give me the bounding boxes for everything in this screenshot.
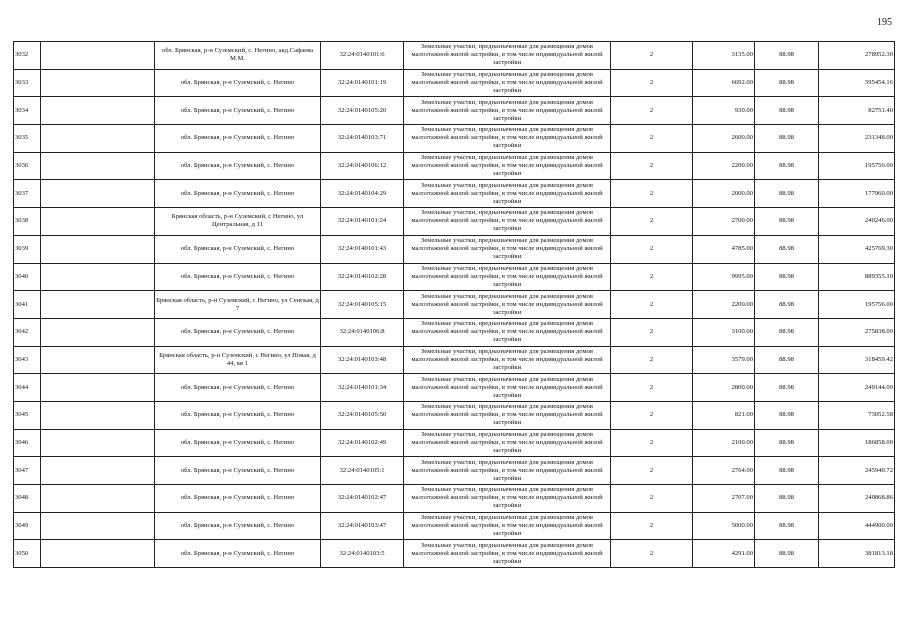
address-cell: обл. Брянская, р-н Суземский, с. Негино [155,512,321,540]
cadastral-number-cell: 32:24:0140103:71 [321,125,404,153]
rate-cell: 88.98 [755,318,819,346]
address-cell: Брянская область, р-н Суземский, с Негино, ул Центральная, д 11 [155,208,321,236]
category-cell: 2 [611,263,693,291]
table-body [14,42,895,568]
cadastral-number-cell: 32:24:0140103:47 [321,512,404,540]
rate-cell: 88.98 [755,125,819,153]
cadastral-number-cell: 32:24:0140105:20 [321,97,404,125]
cadastral-number-cell: 32:24:0140104:29 [321,180,404,208]
rate-cell: 88.98 [755,69,819,97]
address-cell: обл. Брянская, р-н Суземский, с. Негино [155,485,321,513]
area-cell: 2200.00 [693,291,755,319]
cadastral-value-cell: 381813.18 [819,540,895,568]
table-row [14,69,895,97]
address-cell: обл. Брянская, р-н Суземский, с. Негино, акд.Сафаева М.М. [155,42,321,70]
permitted-use-cell: Земельные участки, предназначенные для размещения домов малоэтажной жилой застройки, в том числе индивидуальной жилой застройки [404,457,611,485]
blank-cell [41,512,155,540]
category-cell: 2 [611,97,693,125]
cadastral-value-cell: 73052.58 [819,401,895,429]
cadastral-value-cell: 444900.00 [819,512,895,540]
cadastral-number-cell: 32:24:0140101:6 [321,42,404,70]
table-row [14,401,895,429]
area-cell: 2600.00 [693,125,755,153]
land-registry-table [13,41,895,568]
category-cell: 2 [611,42,693,70]
address-cell: Брянская область, р-н Суземский, с Негино, ул Сенская, д 7 [155,291,321,319]
row-number-cell: 3046 [14,429,41,457]
row-number-cell: 3049 [14,512,41,540]
address-cell: обл. Брянская, р-н Суземский, с. Негино [155,429,321,457]
rate-cell: 88.98 [755,485,819,513]
permitted-use-cell: Земельные участки, предназначенные для размещения домов малоэтажной жилой застройки, в том числе индивидуальной жилой застройки [404,291,611,319]
rate-cell: 88.98 [755,401,819,429]
category-cell: 2 [611,318,693,346]
category-cell: 2 [611,291,693,319]
blank-cell [41,235,155,263]
cadastral-value-cell: 595454.16 [819,69,895,97]
cadastral-number-cell: 32:24:0140102:28 [321,263,404,291]
address-cell: обл. Брянская, р-н Суземский, с. Негино [155,152,321,180]
row-number-cell: 3040 [14,263,41,291]
address-cell: обл. Брянская, р-н Суземский, с. Негино [155,125,321,153]
page-number: 195 [877,17,892,28]
row-number-cell: 3039 [14,235,41,263]
table-row [14,152,895,180]
rate-cell: 88.98 [755,374,819,402]
cadastral-value-cell: 177960.00 [819,180,895,208]
address-cell: Брянская область, р-н Суземский, с Негино, ул Новая, д 44, кв 1 [155,346,321,374]
cadastral-number-cell: 32:24:0140106:8 [321,318,404,346]
table-row [14,180,895,208]
address-cell: обл. Брянская, р-н Суземский, с. Негино [155,374,321,402]
blank-cell [41,401,155,429]
cadastral-value-cell: 245940.72 [819,457,895,485]
category-cell: 2 [611,69,693,97]
row-number-cell: 3045 [14,401,41,429]
area-cell: 2100.00 [693,429,755,457]
address-cell: обл. Брянская, р-н Суземский, с. Негино [155,180,321,208]
blank-cell [41,42,155,70]
rate-cell: 88.98 [755,540,819,568]
cadastral-value-cell: 186858.00 [819,429,895,457]
area-cell: 2200.00 [693,152,755,180]
cadastral-value-cell: 278952.30 [819,42,895,70]
table-row [14,125,895,153]
row-number-cell: 3047 [14,457,41,485]
area-cell: 2000.00 [693,180,755,208]
category-cell: 2 [611,401,693,429]
category-cell: 2 [611,485,693,513]
blank-cell [41,291,155,319]
area-cell: 821.00 [693,401,755,429]
cadastral-value-cell: 82751.40 [819,97,895,125]
permitted-use-cell: Земельные участки, предназначенные для размещения домов малоэтажной жилой застройки, в том числе индивидуальной жилой застройки [404,152,611,180]
blank-cell [41,346,155,374]
rate-cell: 88.98 [755,42,819,70]
cadastral-number-cell: 32:24:0140101:19 [321,69,404,97]
rate-cell: 88.98 [755,208,819,236]
permitted-use-cell: Земельные участки, предназначенные для размещения домов малоэтажной жилой застройки, в том числе индивидуальной жилой застройки [404,512,611,540]
blank-cell [41,97,155,125]
category-cell: 2 [611,457,693,485]
rate-cell: 88.98 [755,180,819,208]
table-row [14,235,895,263]
area-cell: 2764.00 [693,457,755,485]
area-cell: 2800.00 [693,374,755,402]
address-cell: обл. Брянская, р-н Суземский, с. Негино [155,69,321,97]
area-cell: 3100.00 [693,318,755,346]
permitted-use-cell: Земельные участки, предназначенные для размещения домов малоэтажной жилой застройки, в том числе индивидуальной жилой застройки [404,540,611,568]
category-cell: 2 [611,180,693,208]
cadastral-number-cell: 32:24:0140105:50 [321,401,404,429]
table-row [14,457,895,485]
cadastral-number-cell: 32:24:0140102:49 [321,429,404,457]
area-cell: 4291.00 [693,540,755,568]
blank-cell [41,318,155,346]
area-cell: 5000.00 [693,512,755,540]
permitted-use-cell: Земельные участки, предназначенные для размещения домов малоэтажной жилой застройки, в том числе индивидуальной жилой застройки [404,485,611,513]
area-cell: 2700.00 [693,208,755,236]
row-number-cell: 3050 [14,540,41,568]
row-number-cell: 3044 [14,374,41,402]
table-row [14,42,895,70]
area-cell: 3579.00 [693,346,755,374]
category-cell: 2 [611,346,693,374]
permitted-use-cell: Земельные участки, предназначенные для размещения домов малоэтажной жилой застройки, в том числе индивидуальной жилой застройки [404,374,611,402]
cadastral-value-cell: 195756.00 [819,152,895,180]
cadastral-value-cell: 249144.00 [819,374,895,402]
table-row [14,540,895,568]
rate-cell: 88.98 [755,457,819,485]
cadastral-value-cell: 240246.00 [819,208,895,236]
cadastral-value-cell: 275838.00 [819,318,895,346]
permitted-use-cell: Земельные участки, предназначенные для размещения домов малоэтажной жилой застройки, в том числе индивидуальной жилой застройки [404,125,611,153]
permitted-use-cell: Земельные участки, предназначенные для размещения домов малоэтажной жилой застройки, в том числе индивидуальной жилой застройки [404,42,611,70]
blank-cell [41,125,155,153]
address-cell: обл. Брянская, р-н Суземский, с. Негино [155,235,321,263]
cadastral-value-cell: 318459.42 [819,346,895,374]
table-row [14,263,895,291]
rate-cell: 88.98 [755,263,819,291]
area-cell: 6692.00 [693,69,755,97]
permitted-use-cell: Земельные участки, предназначенные для размещения домов малоэтажной жилой застройки, в том числе индивидуальной жилой застройки [404,263,611,291]
cadastral-number-cell: 32:24:0140105:1 [321,457,404,485]
row-number-cell: 3041 [14,291,41,319]
table-row [14,346,895,374]
permitted-use-cell: Земельные участки, предназначенные для размещения домов малоэтажной жилой застройки, в том числе индивидуальной жилой застройки [404,346,611,374]
permitted-use-cell: Земельные участки, предназначенные для размещения домов малоэтажной жилой застройки, в том числе индивидуальной жилой застройки [404,318,611,346]
blank-cell [41,263,155,291]
cadastral-value-cell: 240868.86 [819,485,895,513]
area-cell: 9995.00 [693,263,755,291]
address-cell: обл. Брянская, р-н Суземский, с. Негино [155,401,321,429]
cadastral-number-cell: 32:24:0140103:5 [321,540,404,568]
row-number-cell: 3048 [14,485,41,513]
category-cell: 2 [611,512,693,540]
row-number-cell: 3034 [14,97,41,125]
row-number-cell: 3033 [14,69,41,97]
area-cell: 2707.00 [693,485,755,513]
table-row [14,291,895,319]
cadastral-number-cell: 32:24:0140103:48 [321,346,404,374]
address-cell: обл. Брянская, р-н Суземский, с. Негино [155,540,321,568]
category-cell: 2 [611,152,693,180]
table-row [14,374,895,402]
cadastral-number-cell: 32:24:0140105:15 [321,291,404,319]
blank-cell [41,208,155,236]
area-cell: 3135.00 [693,42,755,70]
table-row [14,485,895,513]
rate-cell: 88.98 [755,152,819,180]
rate-cell: 88.98 [755,291,819,319]
rate-cell: 88.98 [755,97,819,125]
blank-cell [41,69,155,97]
permitted-use-cell: Земельные участки, предназначенные для размещения домов малоэтажной жилой застройки, в том числе индивидуальной жилой застройки [404,235,611,263]
cadastral-number-cell: 32:24:0140102:47 [321,485,404,513]
blank-cell [41,485,155,513]
address-cell: обл. Брянская, р-н Суземский, с. Негино [155,457,321,485]
blank-cell [41,374,155,402]
table-row [14,208,895,236]
rate-cell: 88.98 [755,346,819,374]
blank-cell [41,152,155,180]
permitted-use-cell: Земельные участки, предназначенные для размещения домов малоэтажной жилой застройки, в том числе индивидуальной жилой застройки [404,429,611,457]
cadastral-number-cell: 32:24:0140101:24 [321,208,404,236]
row-number-cell: 3043 [14,346,41,374]
address-cell: обл. Брянская, р-н Суземский, с. Негино [155,263,321,291]
cadastral-number-cell: 32:24:0140106:12 [321,152,404,180]
permitted-use-cell: Земельные участки, предназначенные для размещения домов малоэтажной жилой застройки, в том числе индивидуальной жилой застройки [404,69,611,97]
table-row [14,97,895,125]
rate-cell: 88.98 [755,235,819,263]
category-cell: 2 [611,125,693,153]
address-cell: обл. Брянская, р-н Суземский, с. Негино [155,318,321,346]
row-number-cell: 3032 [14,42,41,70]
blank-cell [41,540,155,568]
row-number-cell: 3037 [14,180,41,208]
area-cell: 4785.00 [693,235,755,263]
address-cell: обл. Брянская, р-н Суземский, с. Негино [155,97,321,125]
row-number-cell: 3042 [14,318,41,346]
row-number-cell: 3038 [14,208,41,236]
cadastral-value-cell: 425769.30 [819,235,895,263]
blank-cell [41,457,155,485]
cadastral-number-cell: 32:24:0140101:43 [321,235,404,263]
blank-cell [41,180,155,208]
row-number-cell: 3036 [14,152,41,180]
cadastral-value-cell: 195756.00 [819,291,895,319]
category-cell: 2 [611,540,693,568]
row-number-cell: 3035 [14,125,41,153]
cadastral-value-cell: 889355.10 [819,263,895,291]
cadastral-number-cell: 32:24:0140101:34 [321,374,404,402]
category-cell: 2 [611,235,693,263]
permitted-use-cell: Земельные участки, предназначенные для размещения домов малоэтажной жилой застройки, в том числе индивидуальной жилой застройки [404,401,611,429]
table-row [14,512,895,540]
cadastral-value-cell: 231348.00 [819,125,895,153]
category-cell: 2 [611,208,693,236]
rate-cell: 88.98 [755,429,819,457]
permitted-use-cell: Земельные участки, предназначенные для размещения домов малоэтажной жилой застройки, в том числе индивидуальной жилой застройки [404,97,611,125]
area-cell: 930.00 [693,97,755,125]
table-row [14,318,895,346]
category-cell: 2 [611,374,693,402]
permitted-use-cell: Земельные участки, предназначенные для размещения домов малоэтажной жилой застройки, в том числе индивидуальной жилой застройки [404,180,611,208]
rate-cell: 88.98 [755,512,819,540]
blank-cell [41,429,155,457]
table-row [14,429,895,457]
category-cell: 2 [611,429,693,457]
permitted-use-cell: Земельные участки, предназначенные для размещения домов малоэтажной жилой застройки, в том числе индивидуальной жилой застройки [404,208,611,236]
